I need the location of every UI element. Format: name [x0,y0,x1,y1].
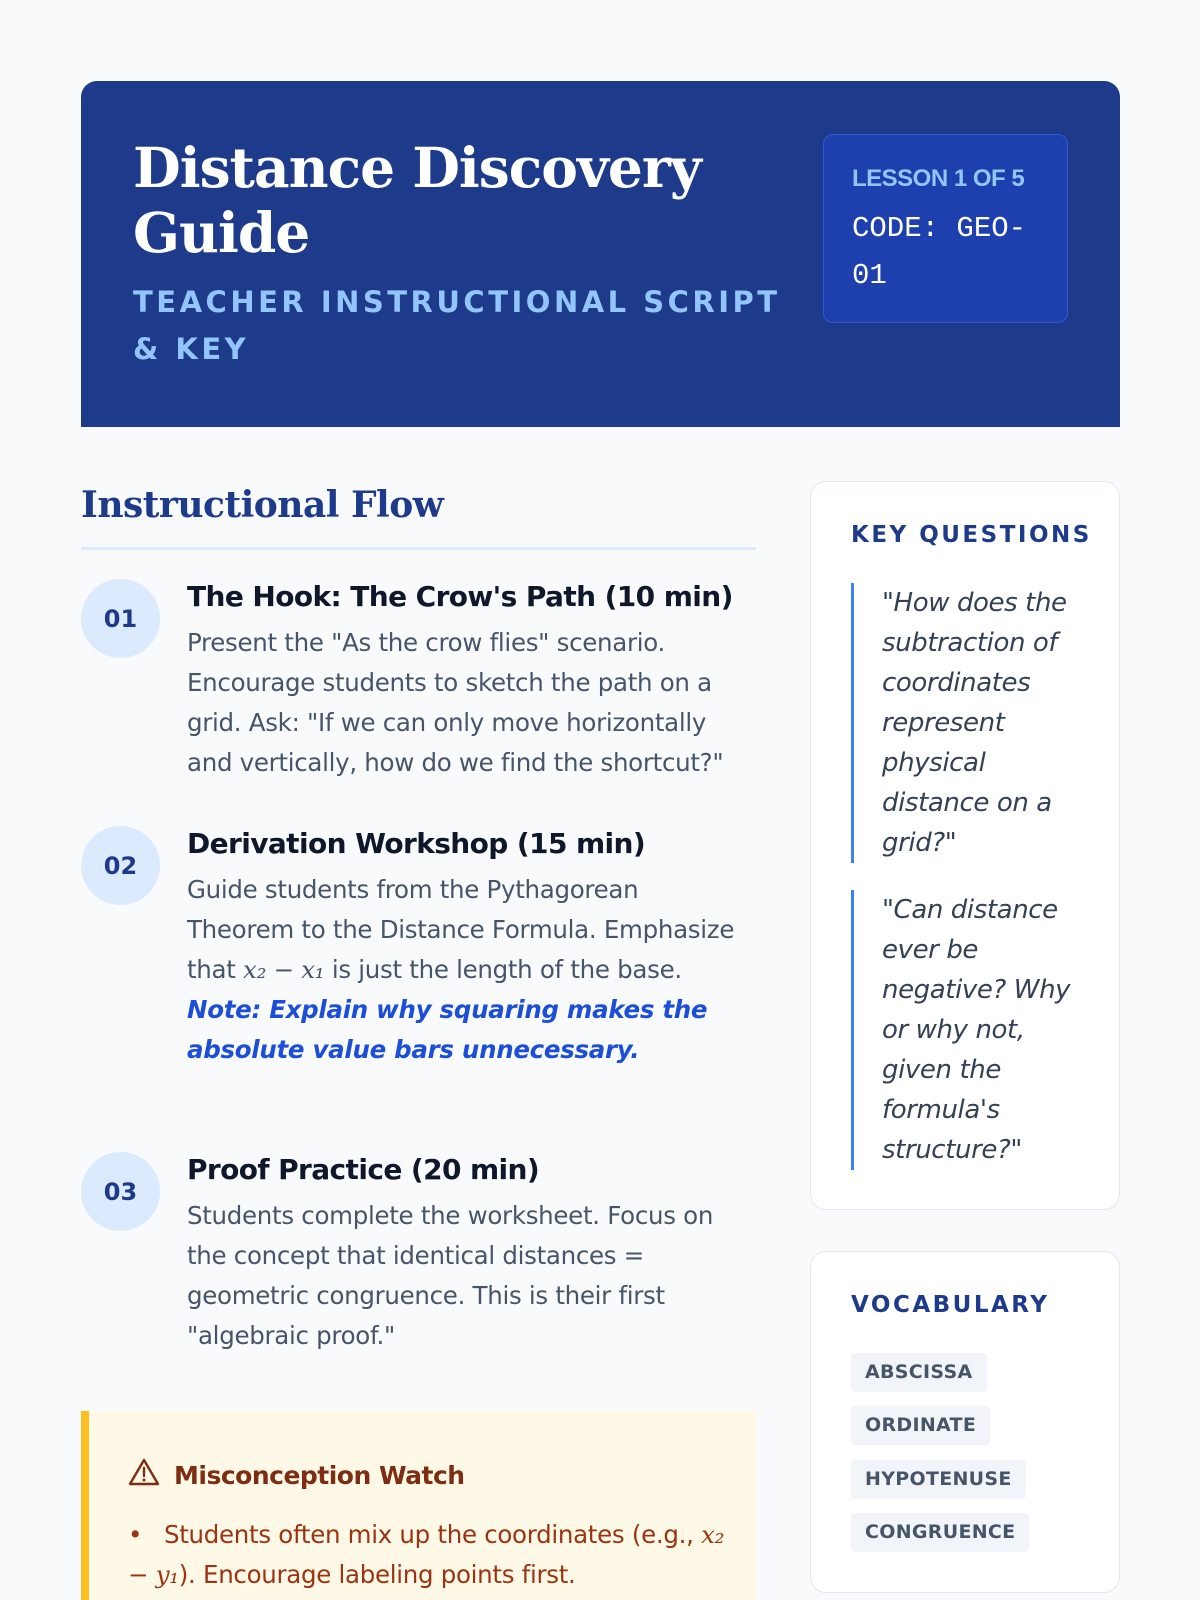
misconception-list [128,1515,748,1595]
bullet: • [128,1520,143,1549]
math-expression: x₂ − y₁ [128,1520,725,1589]
teacher-note: Note: Explain why squaring makes the absolute value bars unnecessary. [187,995,708,1064]
section-title: Instructional Flow [81,480,756,550]
key-question: "How does the subtraction of coordinates represent physical distance on a grid?" [851,583,1091,863]
key-questions-title: KEY QUESTIONS [851,522,1092,548]
step-number: 02 [81,826,160,905]
misconception-callout [81,1411,756,1600]
vocabulary-title: VOCABULARY [851,1292,1050,1318]
vocab-term: HYPOTENUSE [851,1460,1026,1499]
step-text: Present the "As the crow flies" scenario. Encourage students to sketch the path on a grid. Ask: "If we can only move horizontally and vertically, how do we find the shortcut?" [187,628,724,777]
vocabulary-card [810,1251,1120,1593]
step-text: Students complete the worksheet. Focus on the concept that identical distances = geometric congruence. This is their first "algebraic proof." [187,1201,714,1350]
list-item-text: Students often mix up the coordinates (e.g., [164,1520,702,1549]
step-number: 03 [81,1152,160,1231]
lesson-number: LESSON 1 OF 5 [852,165,1025,192]
step-body [187,826,752,1070]
step-text-part: is just the length of the base. [324,955,682,984]
list-item [128,1515,748,1595]
list-item-text: ). Encourage labeling points first. [178,1560,576,1589]
vocab-term: ABSCISSA [851,1353,987,1392]
key-questions-card [810,481,1120,1210]
lesson-code-box [823,134,1068,323]
warning-triangle-icon [128,1457,160,1493]
misconception-header [128,1457,465,1493]
key-question: "Can distance ever be negative? Why or why not, given the formula's structure?" [851,890,1091,1170]
step-text-part: Guide students from the Pythagorean Theorem to the Distance Formula. Emphasize that [187,875,735,984]
lesson-code: CODE: GEO-01 [852,212,1027,292]
page-subtitle: TEACHER INSTRUCTIONAL SCRIPT & KEY [133,285,781,366]
step-title: Derivation Workshop (15 min) [187,827,646,860]
page-title: Distance Discovery Guide [133,135,701,265]
step-number: 01 [81,579,160,658]
instructional-flow [81,480,756,550]
math-expression: x₂ − x₁ [243,955,325,984]
step-body [187,1152,752,1356]
step-body [187,579,752,783]
step-text [187,870,752,1070]
misconception-title: Misconception Watch [174,1460,465,1490]
vocab-term: CONGRUENCE [851,1513,1029,1552]
vocab-term: ORDINATE [851,1406,990,1445]
step-title: The Hook: The Crow's Path (10 min) [187,580,733,613]
header-banner [81,81,1120,427]
step-title: Proof Practice (20 min) [187,1153,540,1186]
